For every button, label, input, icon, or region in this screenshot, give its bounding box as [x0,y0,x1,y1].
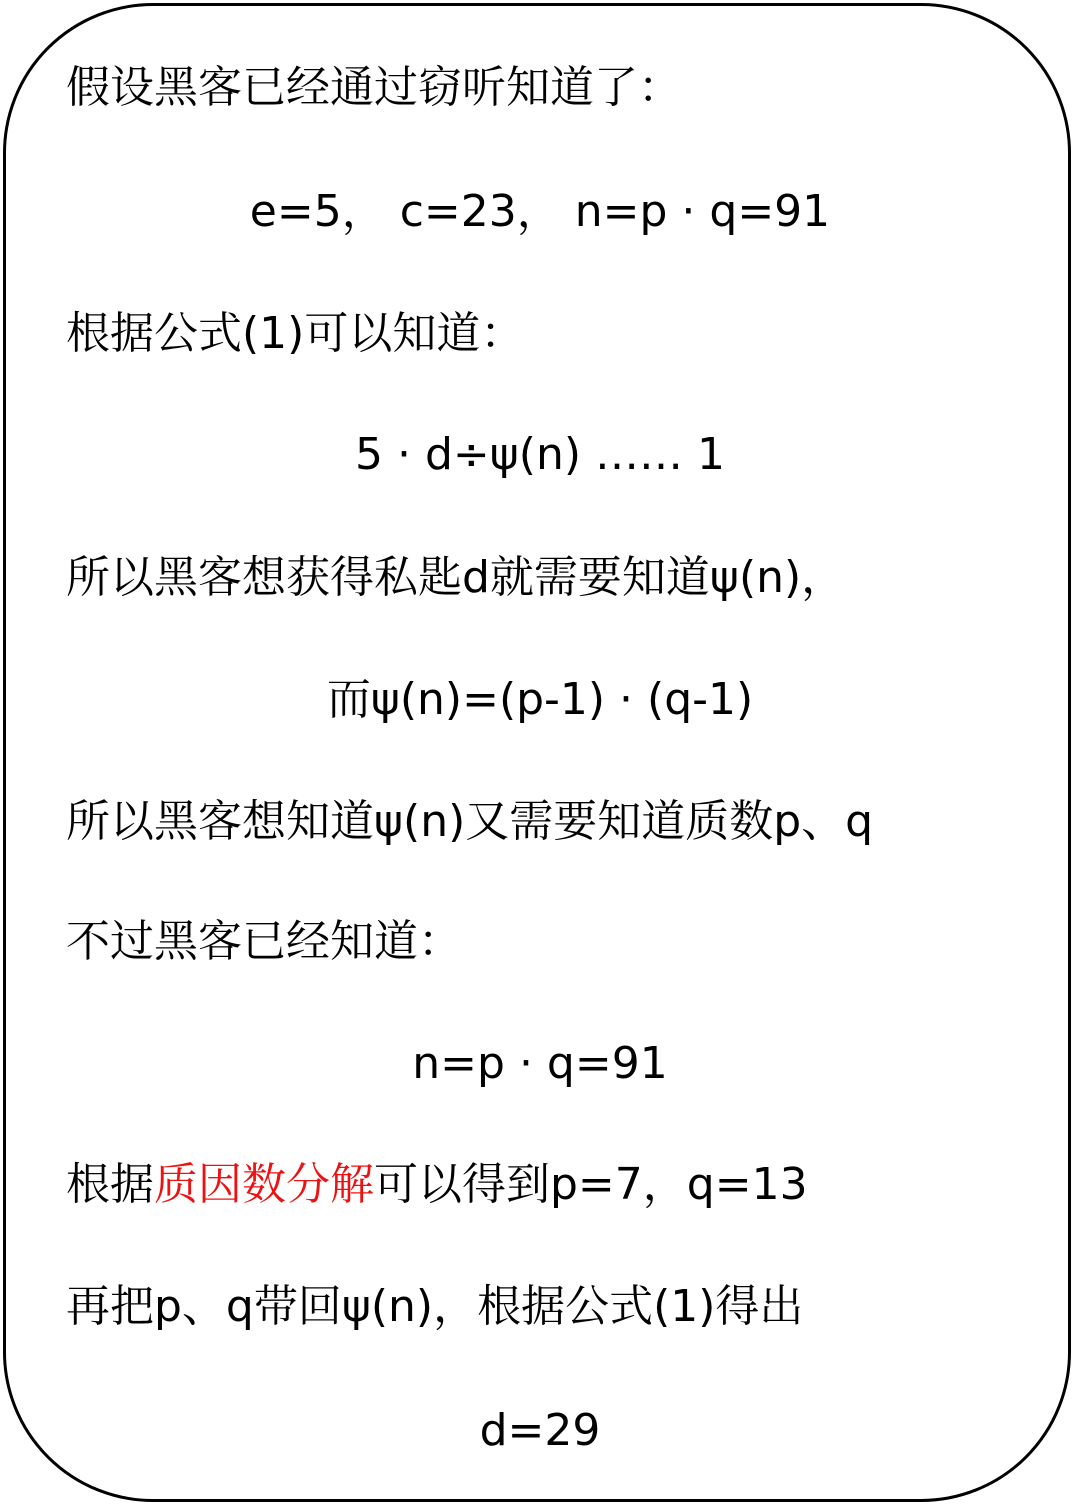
factorization-prefix: 根据 [66,1159,154,1210]
formula-reference-line: 根据公式(1)可以知道： [66,308,525,359]
modulus-formula: n=p · q=91 [412,1038,668,1089]
substitute-back-line: 再把p、q带回ψ(n)，根据公式(1)得出 [66,1281,804,1332]
modular-equation: 5 · d÷ψ(n) …… 1 [355,429,725,480]
euler-phi-formula: 而ψ(n)=(p-1) · (q-1) [326,674,754,725]
private-key-need-line: 所以黑客想获得私匙d就需要知道ψ(n)， [66,552,846,603]
primes-need-line: 所以黑客想知道ψ(n)又需要知道质数p、q [66,796,874,847]
already-known-line: 不过黑客已经知道： [66,916,462,967]
factorization-highlight: 质因数分解 [154,1159,374,1210]
intro-line: 假设黑客已经通过窃听知道了： [66,62,682,113]
private-key-result: d=29 [479,1405,601,1456]
factorization-suffix: 可以得到p=7，q=13 [374,1159,808,1210]
factorization-line [66,1155,808,1215]
known-values-formula: e=5， c=23， n=p · q=91 [249,186,831,237]
